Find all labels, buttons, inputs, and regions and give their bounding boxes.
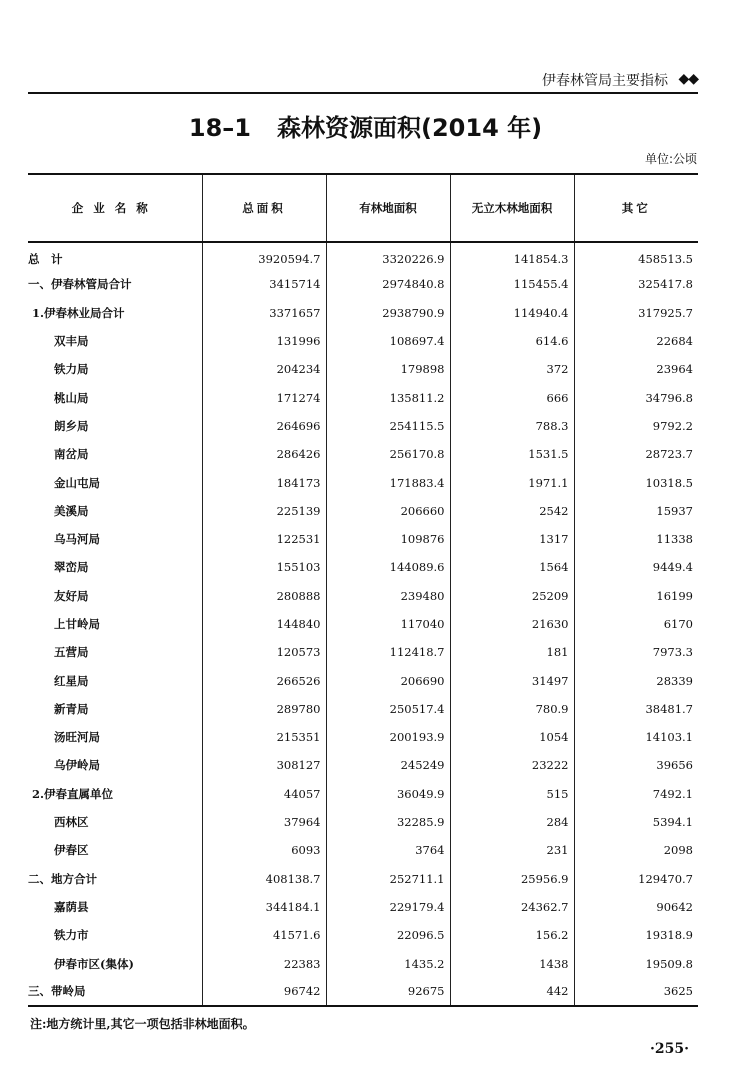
total-area-cell: 44057	[202, 780, 326, 808]
forested-area-cell: 2938790.9	[326, 299, 450, 327]
other-cell: 7973.3	[574, 638, 698, 666]
row-name: 五营局	[54, 645, 89, 660]
forested-area-cell: 256170.8	[326, 440, 450, 468]
other-cell: 28339	[574, 666, 698, 694]
treeless-land-cell: 1531.5	[450, 440, 574, 468]
other-cell: 11338	[574, 525, 698, 553]
treeless-land-cell: 21630	[450, 610, 574, 638]
forested-area-cell: 144089.6	[326, 553, 450, 581]
row-name: 新青局	[54, 701, 89, 716]
treeless-land-cell: 372	[450, 355, 574, 383]
other-cell: 9449.4	[574, 553, 698, 581]
total-area-cell: 3371657	[202, 299, 326, 327]
row-name: 铁力市	[54, 928, 89, 943]
header-other: 其它	[574, 174, 698, 242]
total-area-cell: 408138.7	[202, 865, 326, 893]
row-name: 伊春市区(集体)	[54, 956, 134, 971]
total-area-cell: 6093	[202, 836, 326, 864]
table-row	[28, 808, 698, 836]
table-row	[28, 865, 698, 893]
table-title: 森林资源面积(2014 年)	[277, 114, 543, 142]
total-area-cell: 3415714	[202, 270, 326, 298]
forested-area-cell: 229179.4	[326, 893, 450, 921]
forested-area-cell: 250517.4	[326, 695, 450, 723]
header-treeless-forest-land: 无立木林地面积	[450, 174, 574, 242]
total-area-cell: 131996	[202, 327, 326, 355]
table-row	[28, 610, 698, 638]
other-cell: 19509.8	[574, 949, 698, 977]
treeless-land-cell: 23222	[450, 751, 574, 779]
treeless-land-cell: 231	[450, 836, 574, 864]
forested-area-cell: 206660	[326, 497, 450, 525]
table-row	[28, 468, 698, 496]
row-name: 1.伊春林业局合计	[32, 305, 125, 320]
forested-area-cell: 200193.9	[326, 723, 450, 751]
other-cell: 10318.5	[574, 468, 698, 496]
table-row	[28, 638, 698, 666]
other-cell: 15937	[574, 497, 698, 525]
treeless-land-cell: 25956.9	[450, 865, 574, 893]
table-header-row	[28, 174, 698, 242]
total-area-cell: 3920594.7	[202, 242, 326, 270]
row-name: 总 计	[28, 251, 63, 266]
page-title	[0, 108, 731, 143]
row-name: 乌伊岭局	[54, 758, 100, 773]
row-name: 三、带岭局	[28, 978, 202, 1006]
unit-label: 单位:公顷	[644, 152, 697, 166]
total-area-cell: 344184.1	[202, 893, 326, 921]
table-row	[28, 553, 698, 581]
row-name: 一、伊春林管局合计	[28, 277, 132, 292]
footnote: 注:地方统计里,其它一项包括非林地面积。	[30, 1017, 255, 1031]
total-area-cell: 184173	[202, 468, 326, 496]
total-area-cell: 215351	[202, 723, 326, 751]
forested-area-cell: 179898	[326, 355, 450, 383]
table-row	[28, 780, 698, 808]
forested-area-cell: 2974840.8	[326, 270, 450, 298]
treeless-land-cell: 780.9	[450, 695, 574, 723]
table-row	[28, 327, 698, 355]
row-name: 西林区	[54, 815, 89, 830]
running-head-title: 伊春林管局主要指标	[542, 73, 668, 89]
table-row	[28, 949, 698, 977]
forested-area-cell: 252711.1	[326, 865, 450, 893]
header-forested-area: 有林地面积	[326, 174, 450, 242]
row-name: 朗乡局	[54, 418, 89, 433]
row-name: 乌马河局	[54, 532, 100, 547]
table-row	[28, 383, 698, 411]
total-area-cell: 22383	[202, 949, 326, 977]
forest-area-table	[28, 173, 698, 1007]
treeless-land-cell: 614.6	[450, 327, 574, 355]
table-row	[28, 893, 698, 921]
other-cell: 38481.7	[574, 695, 698, 723]
other-cell: 90642	[574, 893, 698, 921]
total-area-cell: 144840	[202, 610, 326, 638]
total-area-cell: 120573	[202, 638, 326, 666]
forested-area-cell: 171883.4	[326, 468, 450, 496]
forested-area-cell: 3764	[326, 836, 450, 864]
treeless-land-cell: 114940.4	[450, 299, 574, 327]
row-name: 金山屯局	[54, 475, 100, 490]
other-cell: 34796.8	[574, 383, 698, 411]
treeless-land-cell: 1054	[450, 723, 574, 751]
forested-area-cell: 117040	[326, 610, 450, 638]
treeless-land-cell: 1564	[450, 553, 574, 581]
row-name: 铁力局	[54, 362, 89, 377]
row-name: 汤旺河局	[54, 730, 100, 745]
table-row	[28, 666, 698, 694]
row-name: 二、地方合计	[28, 871, 97, 886]
other-cell: 3625	[574, 978, 698, 1006]
total-area-cell: 280888	[202, 582, 326, 610]
table-row	[28, 299, 698, 327]
treeless-land-cell: 181	[450, 638, 574, 666]
treeless-land-cell: 24362.7	[450, 893, 574, 921]
other-cell: 6170	[574, 610, 698, 638]
other-cell: 129470.7	[574, 865, 698, 893]
running-head	[28, 68, 698, 94]
forested-area-cell: 109876	[326, 525, 450, 553]
total-area-cell: 204234	[202, 355, 326, 383]
forested-area-cell: 135811.2	[326, 383, 450, 411]
row-name: 红星局	[54, 673, 89, 688]
diamond-ornament-icon: ◆◆	[678, 71, 698, 87]
total-area-cell: 289780	[202, 695, 326, 723]
treeless-land-cell: 25209	[450, 582, 574, 610]
table-row	[28, 836, 698, 864]
row-name: 上甘岭局	[54, 617, 100, 631]
other-cell: 2098	[574, 836, 698, 864]
row-name: 伊春区	[54, 843, 89, 858]
row-name: 2.伊春直属单位	[32, 786, 114, 801]
other-cell: 28723.7	[574, 440, 698, 468]
other-cell: 39656	[574, 751, 698, 779]
table-row	[28, 412, 698, 440]
header-total-area: 总面积	[202, 174, 326, 242]
page-number: ·255·	[650, 1041, 689, 1057]
table-body	[28, 242, 698, 1006]
treeless-land-cell: 284	[450, 808, 574, 836]
table-row	[28, 242, 698, 270]
forested-area-cell: 36049.9	[326, 780, 450, 808]
treeless-land-cell: 1438	[450, 949, 574, 977]
row-name: 翠峦局	[54, 560, 89, 575]
treeless-land-cell: 442	[450, 978, 574, 1006]
other-cell: 317925.7	[574, 299, 698, 327]
treeless-land-cell: 1317	[450, 525, 574, 553]
forested-area-cell: 1435.2	[326, 949, 450, 977]
other-cell: 16199	[574, 582, 698, 610]
forested-area-cell: 206690	[326, 666, 450, 694]
forested-area-cell: 245249	[326, 751, 450, 779]
total-area-cell: 308127	[202, 751, 326, 779]
table-row	[28, 582, 698, 610]
total-area-cell: 41571.6	[202, 921, 326, 949]
table-row	[28, 723, 698, 751]
table-row	[28, 978, 698, 1006]
total-area-cell: 37964	[202, 808, 326, 836]
treeless-land-cell: 115455.4	[450, 270, 574, 298]
treeless-land-cell: 31497	[450, 666, 574, 694]
forested-area-cell: 22096.5	[326, 921, 450, 949]
table-row	[28, 270, 698, 298]
forested-area-cell: 254115.5	[326, 412, 450, 440]
other-cell: 14103.1	[574, 723, 698, 751]
table-row	[28, 695, 698, 723]
total-area-cell: 122531	[202, 525, 326, 553]
forested-area-cell: 92675	[326, 978, 450, 1006]
other-cell: 9792.2	[574, 412, 698, 440]
table-row	[28, 355, 698, 383]
treeless-land-cell: 788.3	[450, 412, 574, 440]
header-enterprise-name: 企业名称	[28, 174, 202, 242]
table-row	[28, 525, 698, 553]
other-cell: 19318.9	[574, 921, 698, 949]
treeless-land-cell: 156.2	[450, 921, 574, 949]
other-cell: 23964	[574, 355, 698, 383]
row-name: 嘉荫县	[54, 899, 89, 914]
other-cell: 5394.1	[574, 808, 698, 836]
other-cell: 325417.8	[574, 270, 698, 298]
forested-area-cell: 108697.4	[326, 327, 450, 355]
total-area-cell: 225139	[202, 497, 326, 525]
total-area-cell: 171274	[202, 383, 326, 411]
total-area-cell: 96742	[202, 978, 326, 1006]
other-cell: 22684	[574, 327, 698, 355]
forested-area-cell: 32285.9	[326, 808, 450, 836]
total-area-cell: 286426	[202, 440, 326, 468]
forested-area-cell: 239480	[326, 582, 450, 610]
table-row	[28, 921, 698, 949]
other-cell: 458513.5	[574, 242, 698, 270]
forested-area-cell: 112418.7	[326, 638, 450, 666]
treeless-land-cell: 141854.3	[450, 242, 574, 270]
treeless-land-cell: 2542	[450, 497, 574, 525]
table-row	[28, 440, 698, 468]
table-number: 18–1	[188, 114, 251, 142]
treeless-land-cell: 1971.1	[450, 468, 574, 496]
table-row	[28, 751, 698, 779]
other-cell: 7492.1	[574, 780, 698, 808]
row-name: 友好局	[54, 588, 89, 603]
treeless-land-cell: 515	[450, 780, 574, 808]
table-row	[28, 497, 698, 525]
total-area-cell: 266526	[202, 666, 326, 694]
total-area-cell: 155103	[202, 553, 326, 581]
row-name: 桃山局	[54, 390, 89, 405]
row-name: 南岔局	[54, 447, 89, 462]
row-name: 美溪局	[54, 503, 89, 518]
total-area-cell: 264696	[202, 412, 326, 440]
row-name: 双丰局	[54, 334, 89, 349]
treeless-land-cell: 666	[450, 383, 574, 411]
forested-area-cell: 3320226.9	[326, 242, 450, 270]
